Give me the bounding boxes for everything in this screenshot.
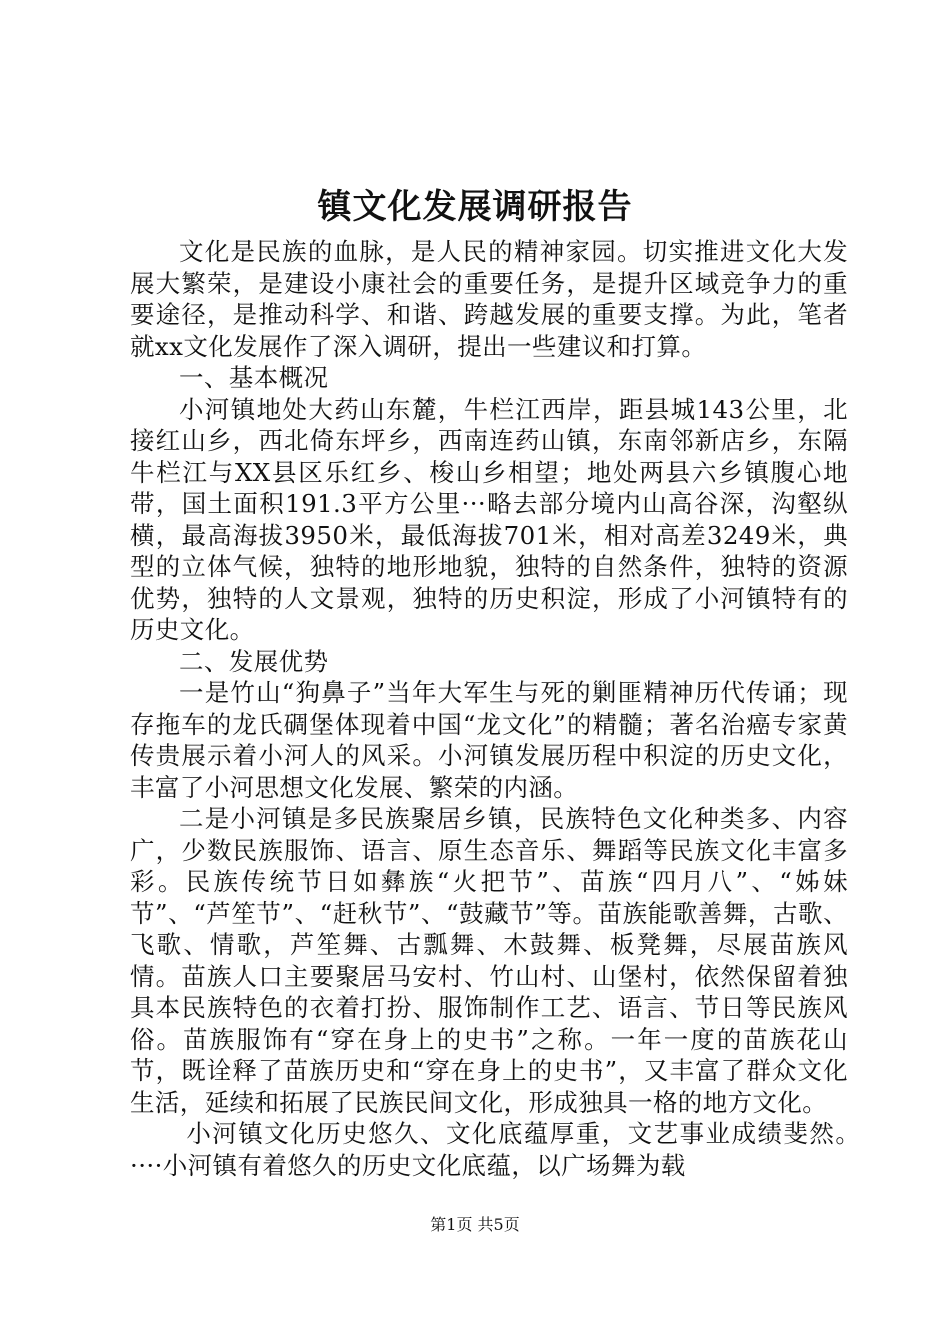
document-title: 镇文化发展调研报告: [317, 187, 633, 227]
paragraph-overview: 小河镇地处大药山东麓，牛栏江西岸，距县城143公里，北接红山乡，西北倚东坪乡，西南连药山镇，东南邻新店乡，东隔牛栏江与XX县区乐红乡、梭山乡相望；地处两县六乡镇腹心地带，国土面积191.3平方公里···略去部分境内山高谷深，沟壑纵横，最高海拔3950米，最低海拔701米，相对高差3249米，典型的立体气候，独特的地形地貌，独特的自然条件，独特的资源优势，独特的人文景观，独特的历史积淀，形成了小河镇特有的历史文化。: [130, 394, 848, 644]
paragraph-culture-history: 小河镇文化历史悠久、文化底蕴厚重，文艺事业成绩斐然。····小河镇有着悠久的历史文化底蕴，以广场舞为载: [130, 1119, 848, 1180]
paragraph-intro: 文化是民族的血脉，是人民的精神家园。切实推进文化大发展大繁荣，是建设小康社会的重要任务，是提升区域竞争力的重要途径，是推动科学、和谐、跨越发展的重要支撑。为此，笔者就xx文化发展作了深入调研，提出一些建议和打算。: [130, 237, 848, 361]
section-heading-advantages: 二、发展优势: [179, 646, 329, 676]
document-body: [130, 236, 848, 1181]
paragraph-advantage-two: 二是小河镇是多民族聚居乡镇，民族特色文化种类多、内容广，少数民族服饰、语言、原生态音乐、舞蹈等民族文化丰富多彩。民族传统节日如彝族“火把节”、苗族“四月八”、“姊妹节”、“芦笙节”、“赶秋节”、“鼓藏节”等。苗族能歌善舞，古歌、飞歌、情歌，芦笙舞、古瓢舞、木鼓舞、板凳舞，尽展苗族风情。苗族人口主要聚居马安村、竹山村、山堡村，依然保留着独具本民族特色的衣着打扮、服饰制作工艺、语言、节日等民族风俗。苗族服饰有“穿在身上的史书”之称。一年一度的苗族花山节，既诠释了苗族历史和“穿在身上的史书”，又丰富了群众文化生活，延续和拓展了民族民间文化，形成独具一格的地方文化。: [130, 804, 848, 1117]
page-number-footer: 第1页 共5页: [430, 1215, 520, 1234]
section-heading-overview: 一、基本概况: [179, 363, 329, 392]
paragraph-advantage-one: 一是竹山“狗鼻子”当年大军生与死的剿匪精神历代传诵；现存拖车的龙氏碉堡体现着中国“龙文化”的精髓；著名治癌专家黄传贵展示着小河人的风采。小河镇发展历程中积淀的历史文化，丰富了小河思想文化发展、繁荣的内涵。: [130, 678, 848, 802]
